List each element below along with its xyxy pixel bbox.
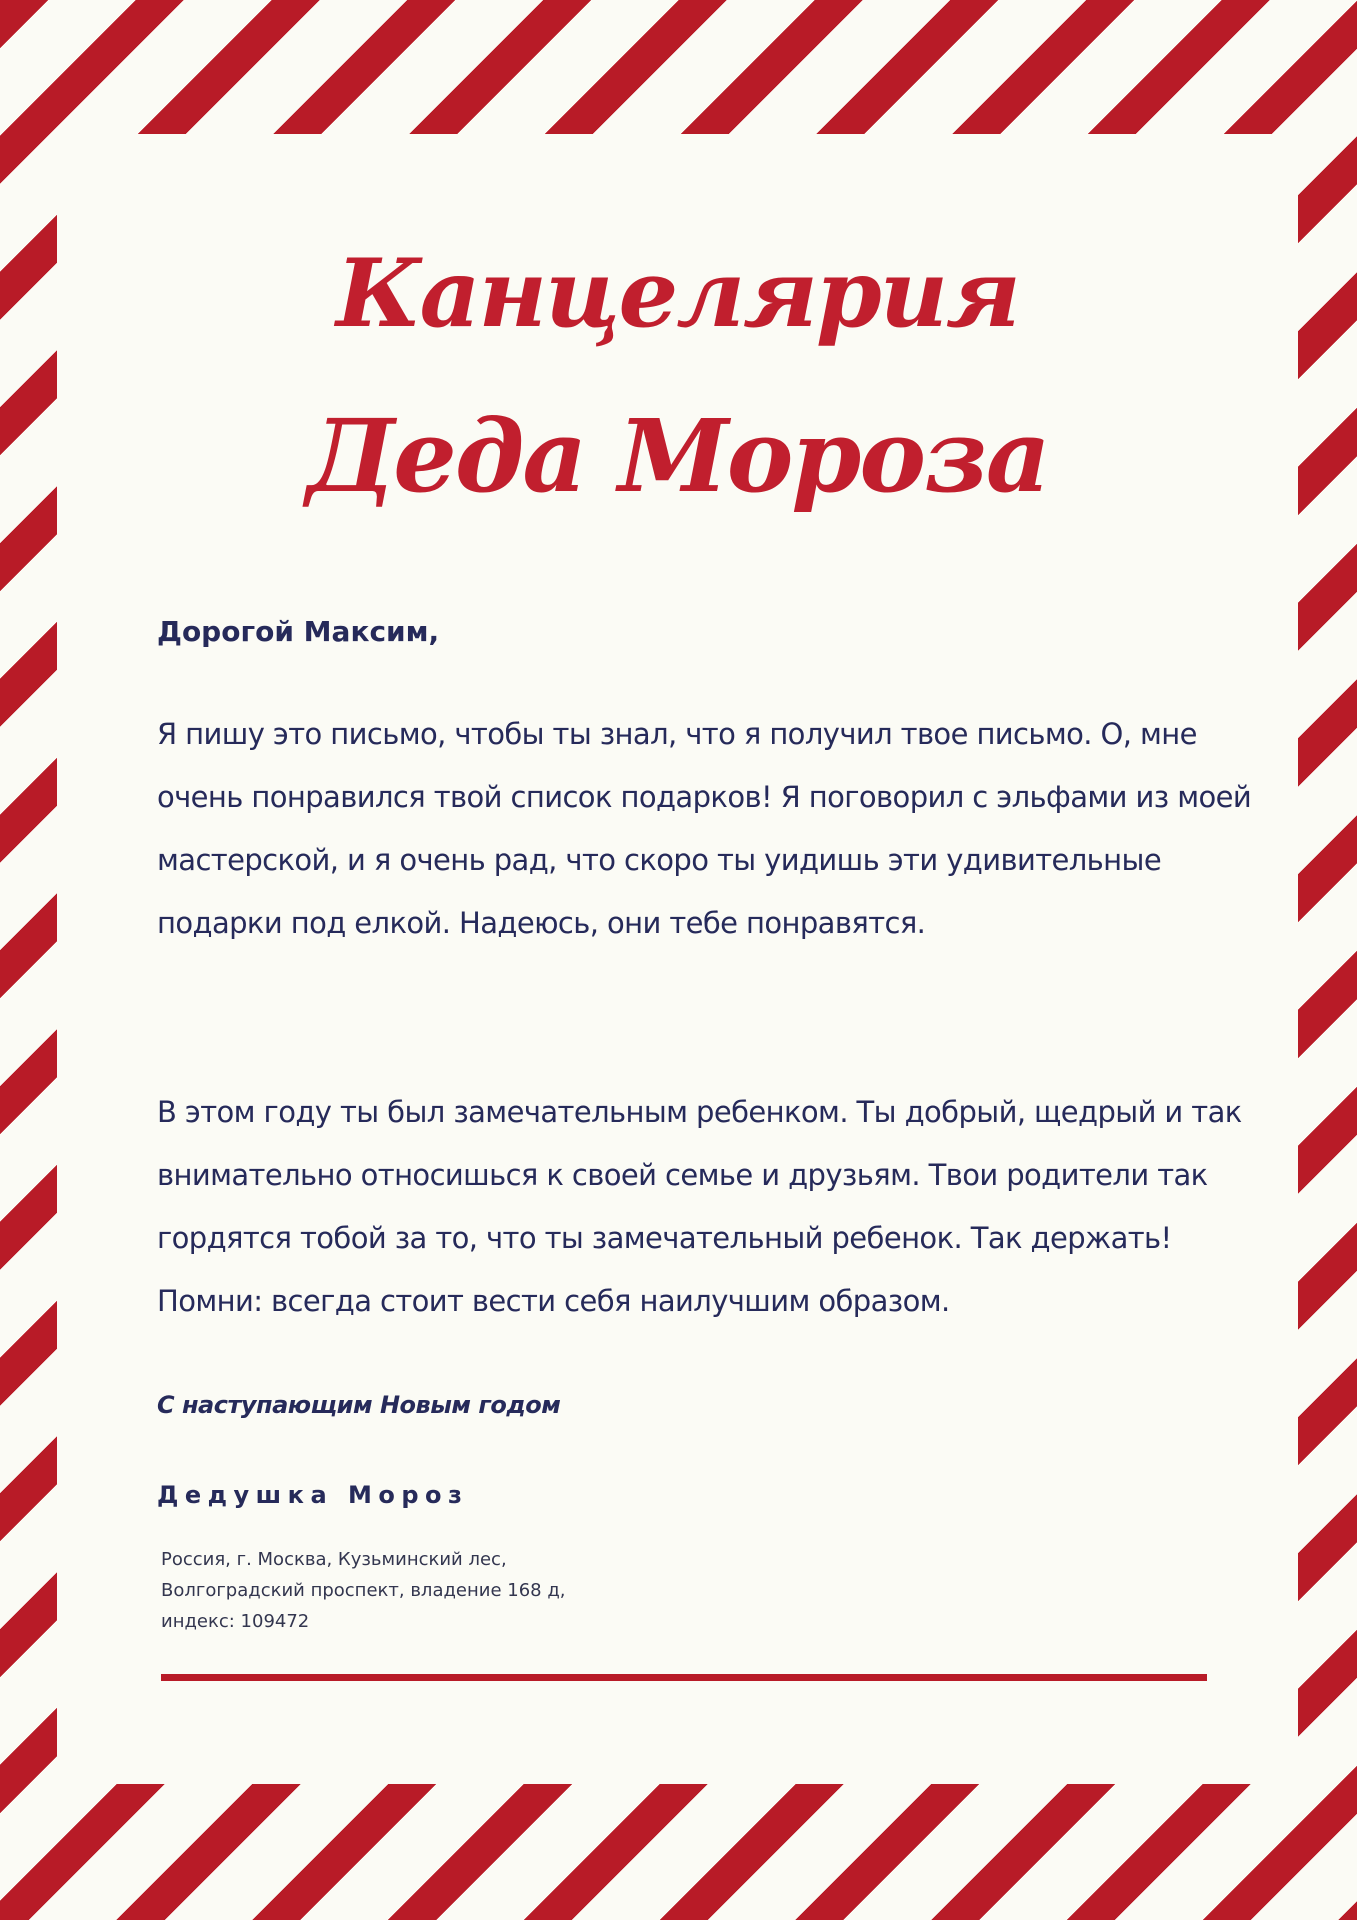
divider-line <box>161 1674 1207 1681</box>
address-line-3: индекс: 109472 <box>161 1611 310 1632</box>
letter-paragraph-2: В этом году ты был замечательным ребенком. Ты добрый, щедрый и так внимательно относишься к своей семье и друзьям. Твои родители так гордятся тобой за то, что ты замечательный ребенок. Так держать! Помни: всегда стоит вести себя наилучшим образом. <box>157 1095 1242 1318</box>
title-line-2: Деда Мороза <box>306 397 1049 515</box>
letter-sheet <box>57 134 1298 1784</box>
signature: Дедушка Мороз <box>157 1481 469 1509</box>
title-line-1: Канцелярия <box>336 239 1019 349</box>
address-line-2: Волгоградский проспект, владение 168 д, <box>161 1580 566 1601</box>
address-line-1: Россия, г. Москва, Кузьминский лес, <box>161 1549 507 1570</box>
address-block <box>161 1544 1281 1637</box>
closing-wish: С наступающим Новым годом <box>157 1391 561 1419</box>
letter-paragraph-1: Я пишу это письмо, чтобы ты знал, что я получил твое письмо. О, мне очень понравился твой список подарков! Я поговорил с эльфами из моей мастерской, и я очень рад, что скоро ты уидишь эти удивительные подарки под елкой. Надеюсь, они тебе понравятся. <box>157 717 1252 940</box>
greeting: Дорогой Максим, <box>157 615 440 648</box>
